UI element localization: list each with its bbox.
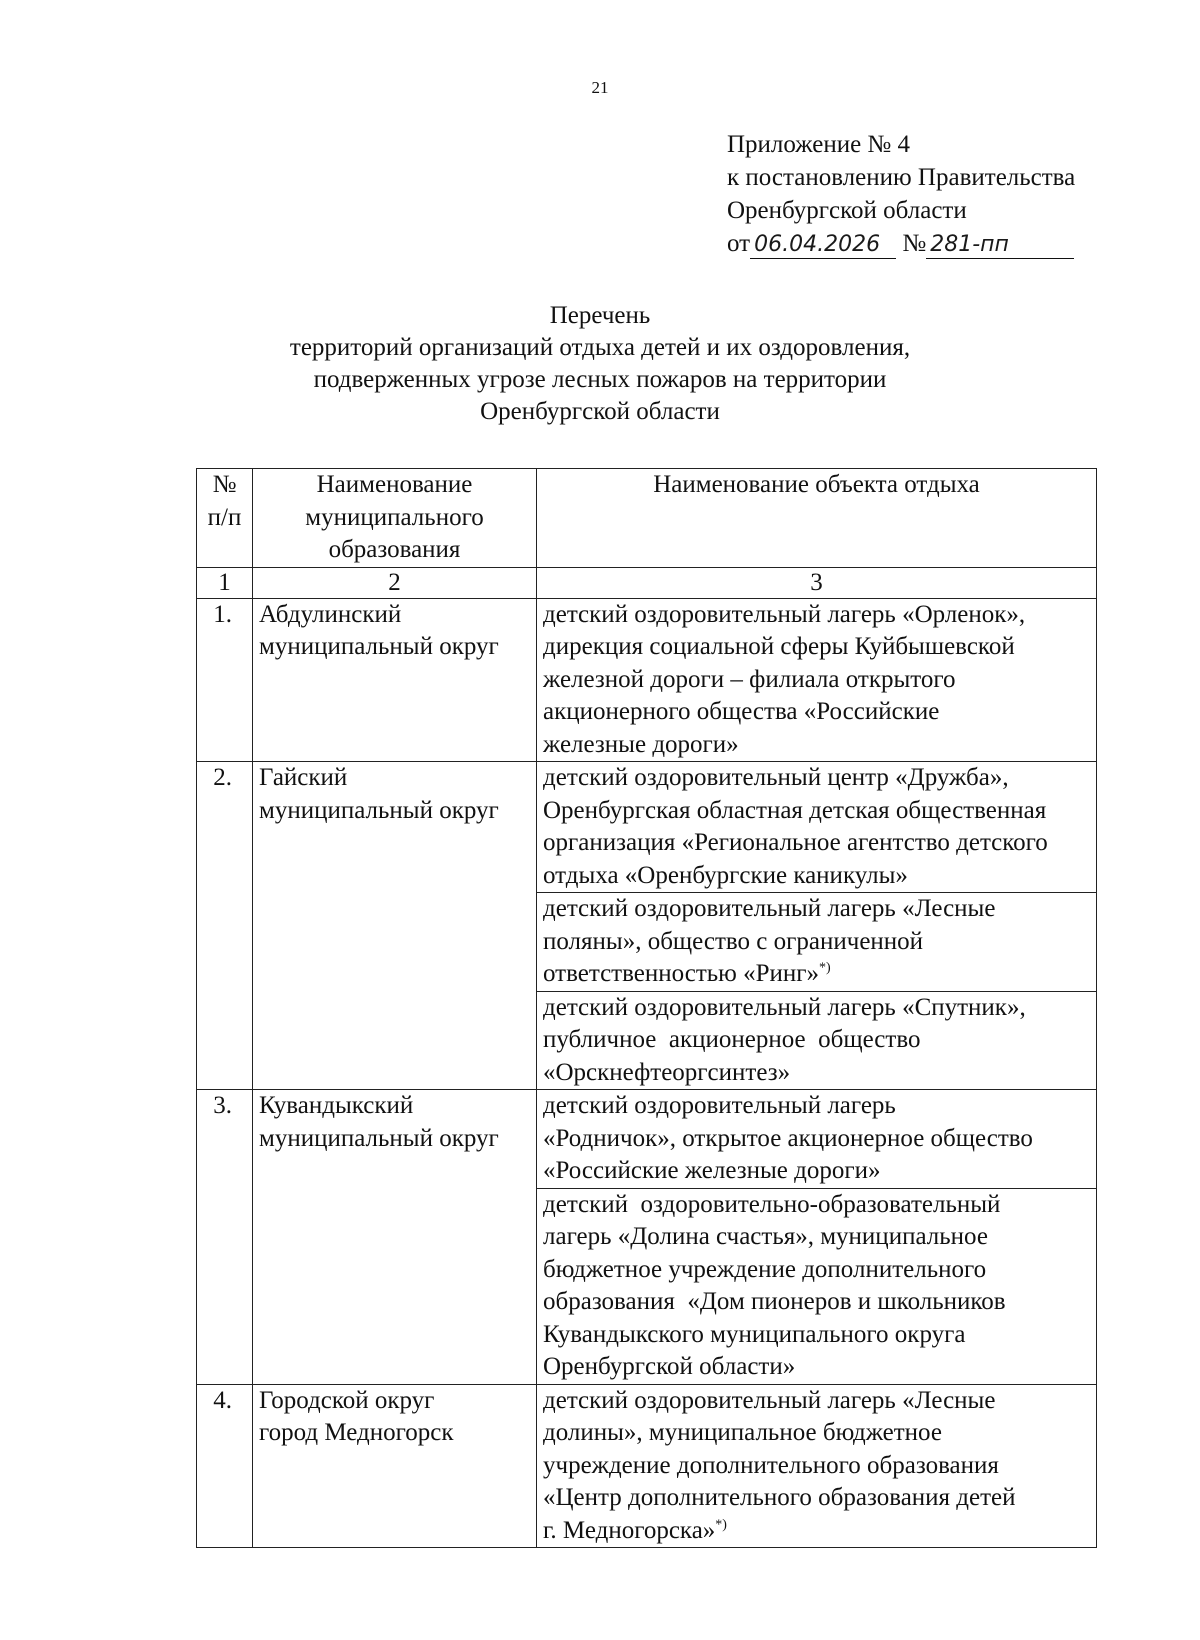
header-municipality xyxy=(253,469,537,568)
header-text: № xyxy=(212,471,237,498)
appendix-block xyxy=(727,128,1075,260)
object-text: детский оздоровительный лагерь «Спутник», xyxy=(543,993,1026,1021)
object-text: детский оздоровительно-образовательный xyxy=(543,1190,1001,1218)
row-number: 2. xyxy=(197,762,253,1090)
object-text: детский оздоровительный центр «Дружба», xyxy=(543,764,1009,791)
page-number: 21 xyxy=(591,78,609,97)
column-number: 3 xyxy=(537,567,1097,598)
municipality-text: Гайский xyxy=(259,764,348,791)
municipality-text: город Медногорск xyxy=(259,1419,454,1446)
municipality-text: Абдулинский xyxy=(259,600,402,628)
object-text: поляны», общество с ограниченной xyxy=(543,927,924,955)
municipality-cell xyxy=(253,1384,537,1548)
document-title xyxy=(0,300,1200,428)
table-row xyxy=(197,1090,1097,1189)
object-text: долины», муниципальное бюджетное xyxy=(543,1419,942,1446)
handwritten-number: 281-пп xyxy=(930,232,1009,257)
object-text: «Центр дополнительного образования детей xyxy=(543,1484,1016,1511)
object-text: детский оздоровительный лагерь «Лесные xyxy=(543,1386,996,1414)
municipality-cell xyxy=(253,762,537,1090)
object-text: образования «Дом пионеров и школьников xyxy=(543,1288,1006,1315)
object-text: «Российские железные дороги» xyxy=(543,1157,881,1184)
object-text: дирекция социальной сферы Куйбышевской xyxy=(543,633,1015,660)
object-text: Оренбургская областная детская общественная xyxy=(543,796,1047,824)
title-line: Перечень xyxy=(549,302,651,329)
object-text: «Орскнефтеоргсинтез» xyxy=(543,1058,791,1086)
footnote-mark: *) xyxy=(819,960,831,976)
object-text: детский оздоровительный лагерь xyxy=(543,1092,896,1119)
appendix-line: Приложение № 4 xyxy=(727,131,911,158)
object-cell xyxy=(537,762,1097,893)
object-text: г. Медногорска» xyxy=(543,1516,716,1544)
municipality-text: муниципальный округ xyxy=(259,633,499,660)
object-cell xyxy=(537,1090,1097,1189)
column-number: 1 xyxy=(197,567,253,598)
object-text: отдыха «Оренбургские каникулы» xyxy=(543,861,908,889)
header-text: Наименование xyxy=(316,471,473,498)
object-text: ответственностью «Ринг» xyxy=(543,960,820,987)
row-number: 1. xyxy=(197,598,253,762)
object-cell xyxy=(537,598,1097,762)
municipality-cell xyxy=(253,598,537,762)
header-text: п/п xyxy=(207,503,242,531)
municipality-text: Кувандыкский xyxy=(259,1092,414,1119)
object-text: учреждение дополнительного образования xyxy=(543,1451,999,1479)
municipality-cell xyxy=(253,1090,537,1385)
object-text: детский оздоровительный лагерь «Лесные xyxy=(543,895,996,922)
header-row xyxy=(197,469,1097,568)
object-text: Оренбургской области» xyxy=(543,1353,796,1380)
column-number-row xyxy=(197,567,1097,598)
object-text: железные дороги» xyxy=(543,730,739,758)
municipality-text: муниципальный округ xyxy=(259,796,499,824)
appendix-line: Оренбургской области xyxy=(727,197,967,224)
object-cell xyxy=(537,991,1097,1090)
object-text: организация «Региональное агентство детского xyxy=(543,829,1048,856)
header-num xyxy=(197,469,253,568)
table-row xyxy=(197,762,1097,893)
title-line: Оренбургской области xyxy=(480,398,720,425)
row-number: 3. xyxy=(197,1090,253,1385)
recreation-sites-table xyxy=(196,468,1097,1548)
object-text: акционерного общества «Российские xyxy=(543,698,940,725)
object-text: Кувандыкского муниципального округа xyxy=(543,1320,966,1348)
object-text: бюджетное учреждение дополнительного xyxy=(543,1255,987,1283)
header-text: образования xyxy=(328,536,461,563)
object-cell xyxy=(537,1188,1097,1384)
object-text: железной дороги – филиала открытого xyxy=(543,665,956,693)
number-label: № xyxy=(902,230,927,257)
row-number: 4. xyxy=(197,1384,253,1548)
header-text: Наименование объекта отдыха xyxy=(653,471,980,498)
object-text: лагерь «Долина счастья», муниципальное xyxy=(543,1223,988,1250)
object-cell xyxy=(537,893,1097,992)
object-text: детский оздоровительный лагерь «Орленок», xyxy=(543,600,1026,628)
appendix-date-line xyxy=(727,227,1075,260)
object-text-with-footnote xyxy=(543,958,1090,991)
table-row xyxy=(197,598,1097,762)
handwritten-date: 06.04.2026 xyxy=(754,232,881,257)
object-text: «Родничок», открытое акционерное общество xyxy=(543,1124,1033,1152)
from-label: от xyxy=(727,230,751,257)
column-number: 2 xyxy=(253,567,537,598)
title-line: территорий организаций отдыха детей и их оздоровления, xyxy=(289,334,911,361)
object-text-with-footnote xyxy=(543,1515,1090,1548)
header-text: муниципального xyxy=(305,503,484,531)
object-text: публичное акционерное общество xyxy=(543,1026,921,1053)
footnote-mark: *) xyxy=(715,1517,727,1533)
municipality-text: муниципальный округ xyxy=(259,1124,499,1152)
municipality-text: Городской округ xyxy=(259,1386,435,1414)
table-row xyxy=(197,1384,1097,1548)
object-cell xyxy=(537,1384,1097,1548)
header-object xyxy=(537,469,1097,568)
title-line: подверженных угрозе лесных пожаров на территории xyxy=(313,366,887,393)
appendix-line: к постановлению Правительства xyxy=(727,164,1076,191)
